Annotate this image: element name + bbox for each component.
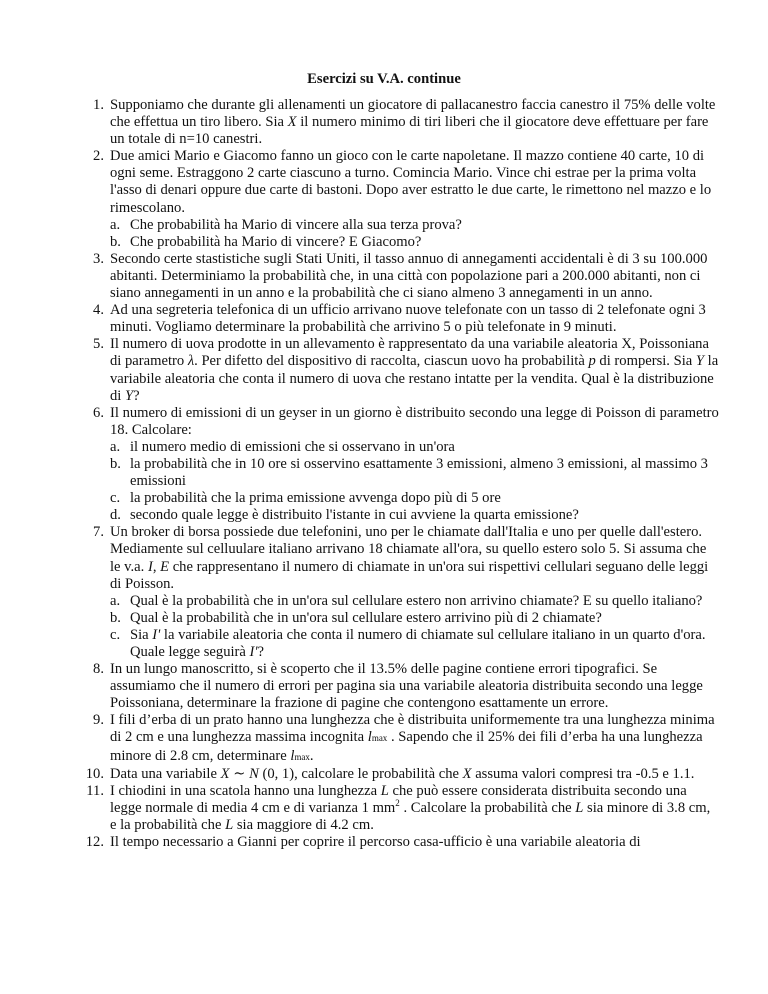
exercise-text: . Sapendo che il 25% dei fili d’erba ha una lunghezza minore di 2.8 cm, determinare — [110, 729, 703, 764]
exercise-text: Secondo certe stastistiche sugli Stati Uniti, il tasso annuo di annegamenti accidentali è di 3 su 100.000 abitanti. Determiniamo la probabilità che, in una città con popolazione pari a 200.000 abitanti, non ci siano annegamenti in un anno e la probabilità che ci siano almeno 3 annegamenti in un anno. — [110, 250, 708, 302]
exercise-7 — [93, 524, 720, 661]
sub-question — [110, 216, 720, 234]
sub-question-text: Qual è la probabilità che in un'ora sul cellulare estero non arrivino chiamate? E su quello italiano? — [130, 592, 703, 609]
exercise-text: Due amici Mario e Giacomo fanno un gioco con le carte napoletane. Il mazzo contiene 40 carte, 10 di ogni seme. Estraggono 2 carte ciascuno a turno. Comincia Mario. Vince chi estrae per la prima volta l'asso di denari oppure due carte di bastoni. Dopo aver estratto le due carte, le rimettono nel mazzo e lo rimescolano. — [110, 148, 712, 216]
variable: E — [160, 558, 170, 575]
exercise-text: . Calcolare la probabilità che — [399, 799, 576, 816]
exercise-number: 8. — [93, 661, 104, 678]
variable: Y — [125, 387, 134, 404]
exercise-number: 7. — [93, 524, 104, 541]
exercise-5 — [93, 336, 720, 404]
variable: L — [380, 782, 389, 799]
exercise-text: . — [309, 747, 314, 764]
sub-question-text: la variabile aleatoria che conta il numero di chiamate sul cellulare italiano in un quarto d'ora. Quale legge seguirà — [130, 626, 706, 660]
exercise-text: il numero minimo di tiri liberi che il giocatore deve effettuare per fare un totale di n=10 canestri. — [110, 114, 709, 148]
exercise-number: 1. — [93, 97, 104, 113]
variable: Y — [695, 353, 705, 370]
variable: N — [249, 765, 259, 782]
exercise-1 — [93, 97, 720, 148]
sub-question-letter: c. — [110, 626, 121, 643]
variable: X — [462, 765, 472, 782]
subscript: max — [294, 751, 310, 762]
exercise-text: di rompersi. Sia — [595, 353, 696, 370]
exercise-number: 5. — [93, 336, 104, 353]
variable: L — [225, 816, 234, 833]
exercise-text: assuma valori compresi tra -0.5 e 1.1. — [471, 765, 695, 782]
exercise-text: In un lungo manoscritto, si è scoperto che il 13.5% delle pagine contiene errori tipografici. Se assumiamo che il numero di errori per pagina sia una variabile aleatoria distribuita secondo una legge Poissoniana, determinare la frazione di pagine che contengono esattamente un errore. — [110, 661, 703, 712]
sub-question-letter: b. — [110, 609, 121, 626]
exercise-number: 4. — [93, 302, 104, 319]
sub-question-letter: b. — [110, 455, 121, 472]
exercise-text: I fili d’erba di un prato hanno una lunghezza che è distribuita uniformemente tra una lunghezza minima di 2 cm e una lunghezza massima incognita — [110, 712, 715, 746]
superscript: 2 — [395, 797, 400, 808]
sub-question — [110, 609, 720, 627]
sub-question — [110, 626, 720, 661]
page-title: Esercizi su V.A. continue — [307, 71, 461, 87]
sub-question — [110, 490, 720, 507]
sub-question-text: la probabilità che in 10 ore si osservino esattamente 3 emissioni, almeno 3 emissioni, al massimo 3 emissioni — [130, 455, 708, 490]
variable: l — [367, 729, 372, 746]
sub-question-text: Sia — [130, 626, 153, 643]
exercise-12 — [85, 834, 720, 851]
subscript: max — [371, 733, 388, 744]
sub-question-letter: d. — [110, 507, 121, 524]
sub-question-text: Che probabilità ha Mario di vincere? E Giacomo? — [130, 233, 422, 250]
sub-question-list — [110, 439, 720, 524]
exercise-6 — [93, 404, 720, 525]
sub-question — [110, 592, 720, 610]
exercise-text: sia minore di 3.8 cm, e la probabilità che — [110, 799, 711, 833]
sub-question — [110, 455, 720, 490]
variable: X — [220, 765, 230, 782]
variable: I' — [152, 626, 161, 643]
exercise-number: 2. — [93, 148, 104, 165]
exercise-list — [74, 97, 720, 851]
exercise-text: Il tempo necessario a Gianni per coprire il percorso casa-ufficio è una variabile aleatoria di — [110, 834, 641, 851]
exercise-11 — [86, 782, 720, 834]
sub-question-text: Qual è la probabilità che in un'ora sul cellulare estero arrivino più di 2 chiamate? — [130, 609, 602, 626]
variable: I — [147, 558, 153, 575]
exercise-8 — [93, 661, 720, 712]
sub-question-text: Che probabilità ha Mario di vincere alla sua terza prova? — [130, 216, 462, 233]
sub-question — [110, 507, 720, 524]
exercise-number: 3. — [93, 250, 104, 267]
exercise-text: Ad una segreteria telefonica di un ufficio arrivano nuove telefonate con un tasso di 2 telefonate ogni 3 minuti. Vogliamo determinare la probabilità che arrivino 5 o più telefonate in 9 minuti. — [110, 302, 706, 336]
exercise-text: che può essere considerata distribuita secondo una legge normale di media 4 cm e di varianza 1 mm — [110, 782, 687, 816]
exercise-number: 6. — [93, 404, 104, 421]
exercise-text: sia maggiore di 4.2 cm. — [233, 816, 374, 833]
exercise-number: 10. — [85, 765, 104, 782]
variable: X — [287, 114, 297, 131]
exercise-3 — [93, 250, 720, 302]
exercise-number: 9. — [93, 712, 104, 729]
exercise-text: Data una variabile — [110, 765, 221, 782]
variable: I' — [249, 644, 258, 660]
sub-question-letter: a. — [110, 216, 121, 233]
sub-question — [110, 438, 720, 456]
exercise-text: Un broker di borsa possiede due telefonini, uno per le chiamate dall'Italia e uno per quelle dall'estero. Mediamente sul celluulare italiano arrivano 18 chiamate all'ora, su quello estero solo 5. Si assuma che le v.a. — [110, 524, 707, 575]
sub-question-text: ? — [257, 644, 265, 660]
exercise-10 — [85, 765, 720, 783]
exercise-text: ? — [133, 387, 140, 404]
sub-question — [110, 233, 720, 251]
sub-question-text: il numero medio di emissioni che si osservano in un'ora — [130, 438, 455, 455]
lambda-symbol: λ — [187, 353, 195, 370]
variable: L — [575, 799, 584, 816]
exercise-text: (0, 1), calcolare le probabilità che — [258, 765, 463, 782]
exercise-text: che rappresentano il numero di chiamate in un'ora sui rispettivi cellulari seguano delle leggi di Poisson. — [110, 558, 709, 592]
exercise-text: . Per difetto del dispositivo di raccolta, ciascun uovo ha probabilità — [194, 353, 589, 370]
sub-question-letter: c. — [110, 490, 121, 507]
exercise-text: Il numero di uova prodotte in un allevamento è rappresentato da una variabile aleatoria X, Poissoniana di parametro — [110, 336, 709, 370]
sub-question-letter: a. — [110, 592, 121, 609]
exercise-9 — [93, 712, 720, 765]
exercise-number: 12. — [85, 834, 104, 851]
variable: l — [290, 747, 295, 764]
sub-question-list — [110, 593, 720, 661]
exercise-4 — [93, 302, 720, 336]
exercise-text: Supponiamo che durante gli allenamenti un giocatore di pallacanestro faccia canestro il 75% delle volte che effettua un tiro libero. Sia — [110, 97, 716, 131]
sub-question-list — [110, 217, 720, 251]
tilde-symbol: ∼ — [229, 765, 250, 782]
sub-question-letter: a. — [110, 438, 121, 455]
sub-question-text: secondo quale legge è distribuito l'istante in cui avviene la quarta emissione? — [130, 507, 579, 524]
exercise-2 — [93, 148, 720, 251]
exercise-text: , — [152, 558, 161, 575]
sub-question-text: la probabilità che la prima emissione avvenga dopo più di 5 ore — [130, 490, 501, 507]
exercise-text: I chiodini in una scatola hanno una lunghezza — [110, 782, 381, 799]
sub-question-letter: b. — [110, 233, 121, 250]
exercise-text: Il numero di emissioni di un geyser in un giorno è distribuito secondo una legge di Poisson di parametro 18. Calcolare: — [110, 404, 719, 438]
exercise-text: la variabile aleatoria che conta il numero di uova che restano intatte per la vendita. Qual è la distribuzione di — [110, 353, 719, 404]
exercise-number: 11. — [86, 782, 104, 799]
variable: p — [588, 353, 596, 370]
